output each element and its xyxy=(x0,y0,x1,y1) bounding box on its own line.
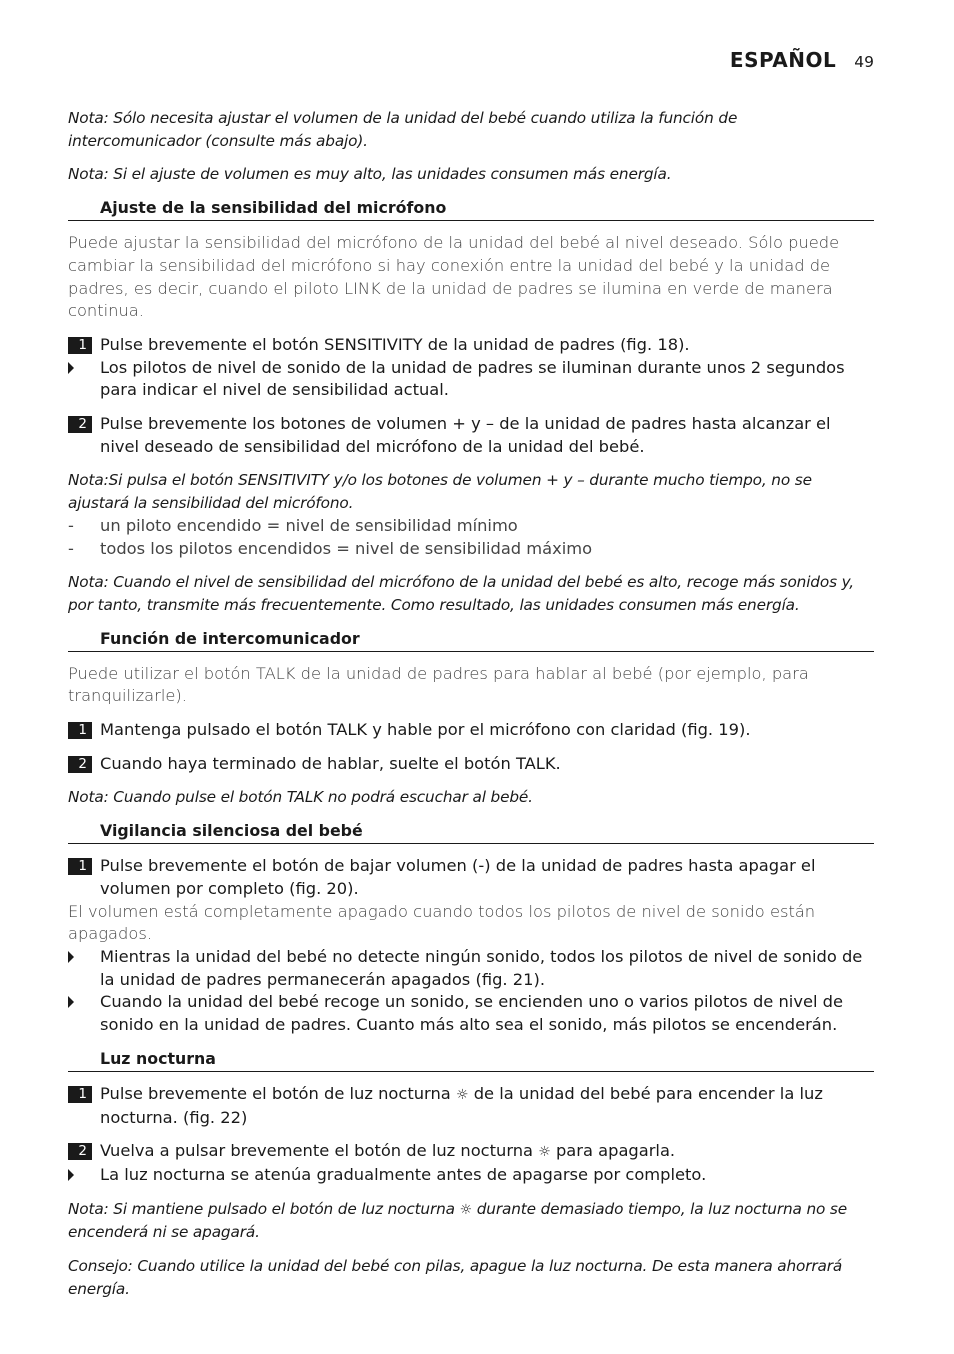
sensitivity-step-1 xyxy=(68,334,874,357)
night-light-icon: ☼ xyxy=(459,1201,473,1218)
bullet-text: La luz nocturna se atenúa gradualmente antes de apagarse por completo. xyxy=(100,1164,707,1184)
step-text: Pulse brevemente el botón de bajar volumen (-) de la unidad de padres hasta apagar el volumen por completo (fig. 20). xyxy=(100,856,816,898)
nightlight-bullet-1 xyxy=(68,1164,874,1187)
bullet-text: Los pilotos de nivel de sonido de la unidad de padres se iluminan durante unos 2 segundos para indicar el nivel de sensibilidad actual. xyxy=(100,357,845,400)
intercom-note: Nota: Cuando pulse el botón TALK no podrá escuchar al bebé. xyxy=(68,788,533,807)
note-volume-energy: Nota: Si el ajuste de volumen es muy alto, las unidades consumen más energía. xyxy=(68,165,672,184)
page-number: 49 xyxy=(854,53,874,71)
sensitivity-dash-item-1 xyxy=(68,515,874,538)
step-number-badge: 2 xyxy=(68,1143,92,1160)
section-heading-silent-monitoring: Vigilancia silenciosa del bebé xyxy=(68,820,874,844)
dash-text: todos los pilotos encendidos = nivel de sensibilidad máximo xyxy=(100,538,593,558)
dash-mark: - xyxy=(68,515,74,535)
section-heading-intercom: Función de intercomunicador xyxy=(68,628,874,652)
sensitivity-step-2 xyxy=(68,413,874,458)
nightlight-note xyxy=(68,1198,874,1244)
step-number-badge: 1 xyxy=(68,337,92,354)
step-number-badge: 2 xyxy=(68,416,92,433)
nightlight-tip: Consejo: Cuando utilice la unidad del bebé con pilas, apague la luz nocturna. De esta manera ahorrará energía. xyxy=(68,1257,843,1298)
step-text: Pulse brevemente el botón SENSITIVITY de la unidad de padres (fig. 18). xyxy=(100,334,690,354)
bullet-text: Cuando la unidad del bebé recoge un sonido, se encienden uno o varios pilotos de nivel de sonido en la unidad de padres. Cuanto más alto sea el sonido, más pilotos se encenderán. xyxy=(100,992,844,1035)
silent-bullet-1 xyxy=(68,946,874,991)
bullet-arrow-icon xyxy=(68,951,74,963)
dash-text: un piloto encendido = nivel de sensibilidad mínimo xyxy=(100,515,518,535)
night-light-icon: ☼ xyxy=(455,1086,469,1103)
sensitivity-bullet-1 xyxy=(68,357,874,402)
step-number-badge: 1 xyxy=(68,1086,92,1103)
bullet-arrow-icon xyxy=(68,362,74,374)
nightlight-step-1 xyxy=(68,1083,874,1129)
step-text-a: Vuelva a pulsar brevemente el botón de luz nocturna xyxy=(100,1141,534,1161)
intercom-step-2 xyxy=(68,753,874,776)
bullet-text: Mientras la unidad del bebé no detecte ningún sonido, todos los pilotos de nivel de sonido de la unidad de padres permanecerán apagados (fig. 21). xyxy=(100,946,863,989)
silent-paragraph: El volumen está completamente apagado cuando todos los pilotos de nivel de sonido están apagados. xyxy=(68,901,816,944)
language-label: ESPAÑOL xyxy=(729,48,837,72)
note-volume-intercom: Nota: Sólo necesita ajustar el volumen de la unidad del bebé cuando utiliza la función de intercomunicador (consulte más abajo). xyxy=(68,109,738,150)
step-number-badge: 1 xyxy=(68,858,92,875)
silent-bullet-2 xyxy=(68,991,874,1036)
step-number-badge: 2 xyxy=(68,756,92,773)
step-text: Pulse brevemente los botones de volumen + y – de la unidad de padres hasta alcanzar el nivel deseado de sensibilidad del micrófono de la unidad del bebé. xyxy=(100,414,831,456)
section-heading-night-light: Luz nocturna xyxy=(68,1048,874,1072)
bullet-arrow-icon xyxy=(68,996,74,1008)
step-number-badge: 1 xyxy=(68,722,92,739)
sensitivity-note-2: Nota: Cuando el nivel de sensibilidad del micrófono de la unidad del bebé es alto, recoge más sonidos y, por tanto, transmite más frecuentemente. Como resultado, las unidades consumen más energía. xyxy=(68,573,855,614)
page-header xyxy=(730,48,874,72)
section-heading-sensitivity: Ajuste de la sensibilidad del micrófono xyxy=(68,197,874,221)
intercom-step-1 xyxy=(68,719,874,742)
step-text-a: Pulse brevemente el botón de luz nocturna xyxy=(100,1083,451,1103)
nightlight-step-2 xyxy=(68,1140,874,1164)
step-text-b: para apagarla. xyxy=(555,1141,676,1161)
silent-step-1 xyxy=(68,855,874,900)
step-text: Cuando haya terminado de hablar, suelte el botón TALK. xyxy=(100,753,561,773)
sensitivity-note-1: Nota:Si pulsa el botón SENSITIVITY y/o los botones de volumen + y – durante mucho tiempo, no se ajustará la sensibilidad del micrófono. xyxy=(68,471,812,513)
note-text-b: durante demasiado tiempo, la luz nocturna no se encenderá ni se apagará. xyxy=(68,1199,847,1242)
step-text-b: de la unidad del bebé para encender la luz nocturna. (fig. 22) xyxy=(100,1083,823,1127)
sensitivity-intro: Puede ajustar la sensibilidad del micrófono de la unidad del bebé al nivel deseado. Sólo puede cambiar la sensibilidad del micrófono si hay conexión entre la unidad del bebé y la unidad de padres, es decir, cuando el piloto LINK de la unidad de padres se ilumina en verde de manera continua. xyxy=(68,233,840,321)
note-text-a: Nota: Si mantiene pulsado el botón de luz nocturna xyxy=(68,1199,455,1218)
night-light-icon: ☼ xyxy=(538,1144,551,1161)
dash-mark: - xyxy=(68,538,74,558)
bullet-arrow-icon xyxy=(68,1169,74,1181)
sensitivity-dash-item-2 xyxy=(68,538,874,561)
intercom-intro: Puede utilizar el botón TALK de la unidad de padres para hablar al bebé (por ejemplo, para tranquilizarle). xyxy=(68,663,809,706)
page-content xyxy=(68,107,874,1300)
step-text: Mantenga pulsado el botón TALK y hable por el micrófono con claridad (fig. 19). xyxy=(100,720,751,740)
